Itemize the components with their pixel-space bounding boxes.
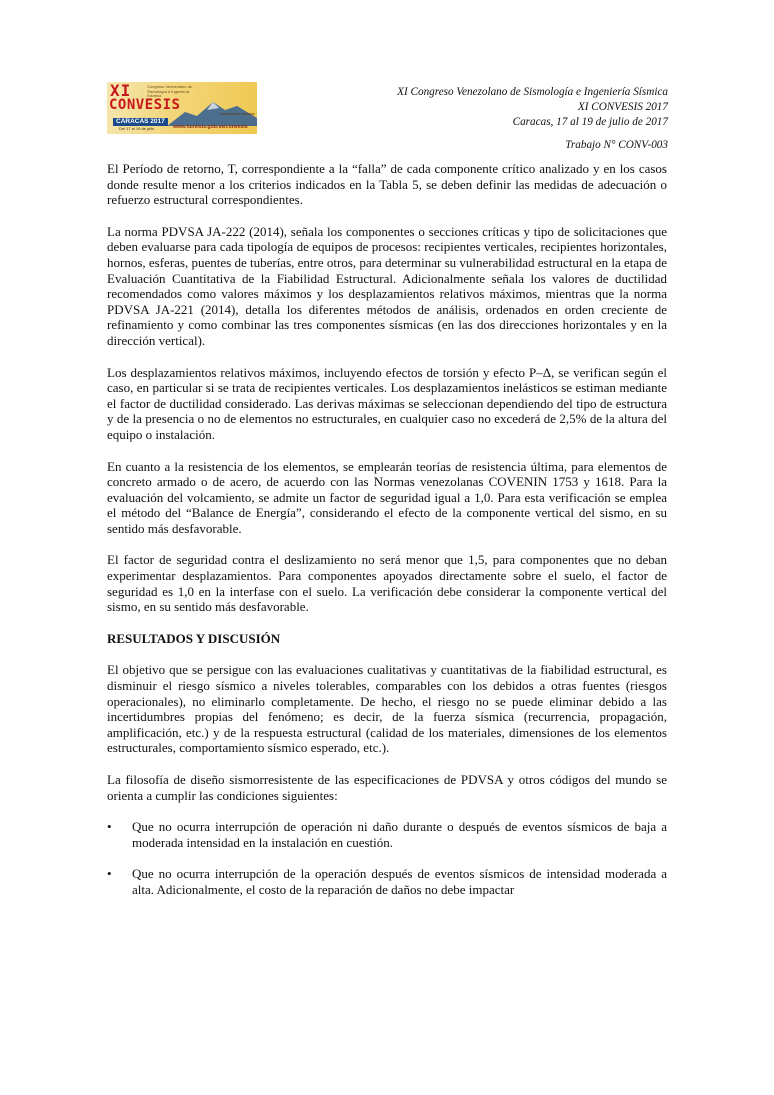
paragraph-design-philosophy: La filosofía de diseño sismorresistente de las especificaciones de PDVSA y otros códigos del mundo se orienta a cumplir las condiciones siguientes:	[107, 772, 667, 803]
bullet-icon: •	[107, 819, 112, 835]
logo-url: www.funvisis.gob.ve/convesis	[173, 124, 248, 130]
list-item-text: Que no ocurra interrupción de la operación después de eventos sísmicos de intensidad moderada a alta. Adicionalmente, el costo de la reparación de daños no debe impactar	[132, 866, 667, 897]
header-congress-name: XI Congreso Venezolano de Sismología e Ingeniería Sísmica	[397, 86, 668, 98]
logo-tagline: Inscripciones abiertas	[220, 112, 255, 116]
paragraph-resistance: En cuanto a la resistencia de los elementos, se emplearán teorías de resistencia última, para elementos de concreto armado o de acero, de acuerdo con las Normas venezolanas COVENIN 1753 y 1618. Para la evaluación del volcamiento, se admite un factor de seguridad igual a 1,0. Para esta verificación se emplea el método del “Balance de Energía”, considerando el efecto de la componente vertical del sismo, en su sentido más desfavorable.	[107, 458, 667, 536]
convesis-logo	[107, 82, 257, 134]
list-item	[107, 819, 667, 850]
mountain-icon	[167, 96, 257, 126]
paragraph-displacements: Los desplazamientos relativos máximos, incluyendo efectos de torsión y efecto P–Δ, se verifican según el caso, en particular si se trata de recipientes verticales. Los desplazamientos inelásticos se estiman mediante el factor de ductilidad considerado. Las derivas máximas se seleccionan dependiendo del tipo de estructura y de la presencia o no de elementos no estructurales, en cualquier caso no excederá de 2,5% de la altura del equipo o instalación.	[107, 364, 667, 442]
logo-subtitle: Congreso Venezolano de Sismología e Ingeniería Sísmica	[147, 84, 192, 99]
conditions-list	[107, 819, 667, 897]
paragraph-return-period: El Período de retorno, T, correspondiente a la “falla” de cada componente crítico analizado y en los casos donde resulte menor a los criterios indicados en la Tabla 5, se deben definir las medidas de adecuación o refuerzo estructural correspondientes.	[107, 161, 667, 208]
bullet-icon: •	[107, 866, 112, 882]
document-body	[107, 161, 667, 914]
paragraph-pdvsa-norm: La norma PDVSA JA-222 (2014), señala los componentes o secciones críticas y tipo de solicitaciones que deben evaluarse para cada tipología de equipos de procesos: recipientes verticales, recipientes horizontales, hornos, esferas, puentes de tuberías, entre otros, para determinar su vulnerabilidad estructural en la etapa de Evaluación Cuantitativa de la Fiabilidad Estructural. Adicionalmente señala los valores de ductilidad recomendados como valores máximos y los desplazamientos relativos máximos, mientras que la norma PDVSA JA-221 (2014), detalla los diferentes métodos de análisis, ordenados en orden creciente de refinamiento y como combinar las tres componentes sísmicas (en las dos direcciones horizontales y en la dirección vertical).	[107, 223, 667, 348]
header-event-code: XI CONVESIS 2017	[577, 101, 668, 113]
logo-convesis-text: CONVESIS	[109, 97, 181, 113]
paragraph-objective: El objetivo que se persigue con las evaluaciones cualitativas y cuantitativas de la fiabilidad estructural, es disminuir el riesgo sísmico a niveles tolerables, comparables con los debidos a otras fuentes (riesgos operacionales), no eliminarlo completamente. De hecho, el riesgo no se puede eliminar debido a las incertidumbres propias del fenómeno; es decir, de la fuerza sísmica (recurrencia, propagación, amplificación, etc.) y de la respuesta estructural (calidad de los materiales, dimensiones de los elementos estructurales, comportamiento sísmico esperado, etc.).	[107, 662, 667, 756]
logo-city-badge: CARACAS 2017	[113, 118, 168, 126]
section-heading-results: RESULTADOS Y DISCUSIÓN	[107, 630, 281, 646]
paragraph-sliding-factor: El factor de seguridad contra el deslizamiento no será menor que 1,5, para componentes que no deban experimentar desplazamientos. Para componentes apoyados directamente sobre el suelo, el factor de seguridad es 1,0 en la interfase con el suelo. La verificación debe considerar la componente vertical del sismo, en su sentido más desfavorable.	[107, 552, 667, 615]
logo-xi-text: XI	[110, 82, 132, 100]
header-work-number: Trabajo N° CONV-003	[565, 139, 668, 151]
list-item	[107, 866, 667, 897]
header-location-date: Caracas, 17 al 19 de julio de 2017	[512, 116, 668, 128]
logo-dates: Del 17 al 19 de julio	[119, 126, 155, 131]
list-item-text: Que no ocurra interrupción de operación ni daño durante o después de eventos sísmicos de baja a moderada intensidad en la instalación en cuestión.	[132, 819, 667, 850]
